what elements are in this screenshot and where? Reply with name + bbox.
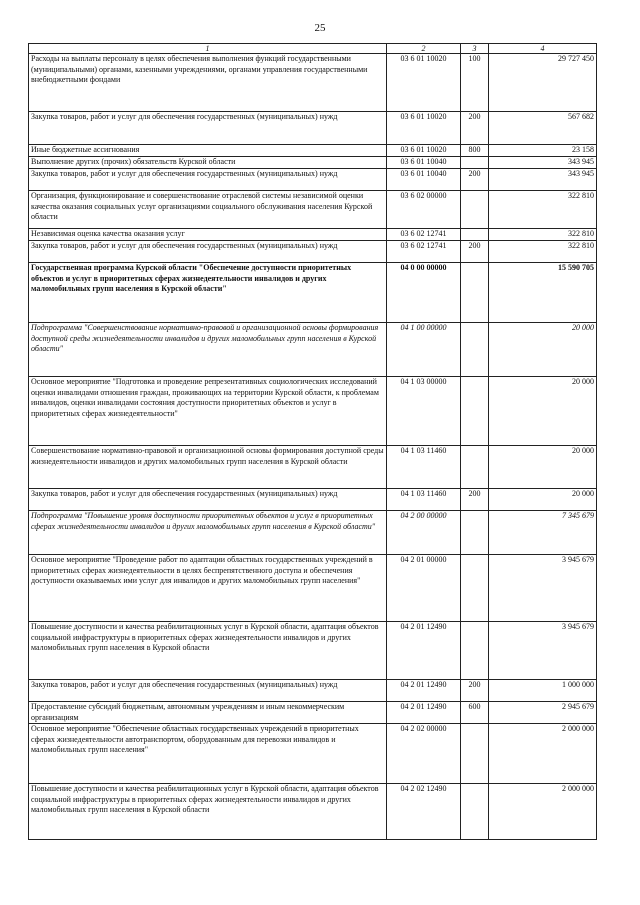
row-vr <box>461 511 489 555</box>
table-row <box>29 229 597 241</box>
table-row <box>29 157 597 169</box>
row-name: Расходы на выплаты персоналу в целях обеспечения выполнения функций государственными (муниципальными) органами, казенными учреждениями, органами управления государственными внебюджетными фондами <box>29 54 387 112</box>
row-amount: 29 727 450 <box>489 54 597 112</box>
row-amount: 15 590 705 <box>489 263 597 323</box>
row-vr: 200 <box>461 489 489 511</box>
row-name: Закупка товаров, работ и услуг для обеспечения государственных (муниципальных) нужд <box>29 241 387 263</box>
row-amount: 3 945 679 <box>489 555 597 622</box>
row-name: Выполнение других (прочих) обязательств Курской области <box>29 157 387 169</box>
row-name: Закупка товаров, работ и услуг для обеспечения государственных (муниципальных) нужд <box>29 680 387 702</box>
table-row <box>29 446 597 489</box>
row-vr: 600 <box>461 702 489 724</box>
row-amount: 322 810 <box>489 229 597 241</box>
row-vr <box>461 229 489 241</box>
header-col-3: 3 <box>461 44 489 54</box>
row-code: 04 2 01 12490 <box>387 680 461 702</box>
row-amount: 20 000 <box>489 323 597 377</box>
row-vr <box>461 323 489 377</box>
budget-table <box>28 43 597 840</box>
row-amount: 23 158 <box>489 145 597 157</box>
table-row <box>29 680 597 702</box>
row-name: Основное мероприятие "Проведение работ по адаптации областных государственных учреждений в приоритетных сферах жизнедеятельности в целях беспрепятственного доступа и обеспечения доступности оказываемых ими услуг для инвалидов и других маломобильных групп населения" <box>29 555 387 622</box>
row-code: 04 1 03 11460 <box>387 446 461 489</box>
table-row <box>29 169 597 191</box>
table-row <box>29 377 597 446</box>
row-code: 03 6 02 12741 <box>387 241 461 263</box>
row-amount: 1 000 000 <box>489 680 597 702</box>
row-code: 03 6 02 00000 <box>387 191 461 229</box>
table-row <box>29 323 597 377</box>
table-row <box>29 145 597 157</box>
row-vr <box>461 263 489 323</box>
header-col-2: 2 <box>387 44 461 54</box>
header-col-1: 1 <box>29 44 387 54</box>
row-vr <box>461 377 489 446</box>
table-row <box>29 702 597 724</box>
row-code: 04 2 01 12490 <box>387 622 461 680</box>
row-vr <box>461 555 489 622</box>
table-row <box>29 191 597 229</box>
table-row <box>29 489 597 511</box>
row-code: 04 2 00 00000 <box>387 511 461 555</box>
table-row <box>29 724 597 784</box>
table-header-row <box>29 44 597 54</box>
row-code: 03 6 02 12741 <box>387 229 461 241</box>
row-vr <box>461 191 489 229</box>
row-name: Организация, функционирование и совершенствование отраслевой системы независимой оценки качества оказания социальных услуг организациями социального обслуживания населения Курской области <box>29 191 387 229</box>
table-row <box>29 241 597 263</box>
row-amount: 2 000 000 <box>489 784 597 840</box>
row-name: Предоставление субсидий бюджетным, автономным учреждениям и иным некоммерческим организациям <box>29 702 387 724</box>
row-amount: 20 000 <box>489 489 597 511</box>
row-amount: 7 345 679 <box>489 511 597 555</box>
row-code: 04 1 03 00000 <box>387 377 461 446</box>
row-name: Подпрограмма "Совершенствование нормативно-правовой и организационной основы формирования доступной среды жизнедеятельности инвалидов и других маломобильных групп населения в Курской области" <box>29 323 387 377</box>
row-amount: 343 945 <box>489 157 597 169</box>
table-row <box>29 263 597 323</box>
table-row <box>29 784 597 840</box>
row-amount: 322 810 <box>489 191 597 229</box>
row-vr: 800 <box>461 145 489 157</box>
table-row <box>29 54 597 112</box>
page-number: 25 <box>314 22 326 34</box>
row-name: Повышение доступности и качества реабилитационных услуг в Курской области, адаптация объектов социальной инфраструктуры в приоритетных сферах жизнедеятельности инвалидов и других маломобильных групп населения в Курской области <box>29 784 387 840</box>
row-name: Закупка товаров, работ и услуг для обеспечения государственных (муниципальных) нужд <box>29 112 387 145</box>
row-vr: 200 <box>461 680 489 702</box>
row-code: 04 0 00 00000 <box>387 263 461 323</box>
row-name: Независимая оценка качества оказания услуг <box>29 229 387 241</box>
row-amount: 343 945 <box>489 169 597 191</box>
row-vr: 200 <box>461 112 489 145</box>
row-code: 03 6 01 10020 <box>387 112 461 145</box>
row-vr <box>461 724 489 784</box>
row-code: 03 6 01 10020 <box>387 145 461 157</box>
row-code: 03 6 01 10040 <box>387 169 461 191</box>
row-name: Закупка товаров, работ и услуг для обеспечения государственных (муниципальных) нужд <box>29 489 387 511</box>
row-code: 03 6 01 10020 <box>387 54 461 112</box>
row-amount: 20 000 <box>489 446 597 489</box>
row-vr <box>461 157 489 169</box>
row-code: 04 1 00 00000 <box>387 323 461 377</box>
row-name: Совершенствование нормативно-правовой и организационной основы формирования доступной среды жизнедеятельности инвалидов и других маломобильных групп населения в Курской области <box>29 446 387 489</box>
row-vr: 200 <box>461 169 489 191</box>
header-col-4: 4 <box>489 44 597 54</box>
row-name: Иные бюджетные ассигнования <box>29 145 387 157</box>
row-amount: 3 945 679 <box>489 622 597 680</box>
row-name: Повышение доступности и качества реабилитационных услуг в Курской области, адаптация объектов социальной инфраструктуры в приоритетных сферах жизнедеятельности инвалидов и других маломобильных групп населения в Курской области <box>29 622 387 680</box>
row-code: 03 6 01 10040 <box>387 157 461 169</box>
row-amount: 567 682 <box>489 112 597 145</box>
row-code: 04 2 02 00000 <box>387 724 461 784</box>
row-vr: 100 <box>461 54 489 112</box>
row-vr <box>461 622 489 680</box>
row-name: Закупка товаров, работ и услуг для обеспечения государственных (муниципальных) нужд <box>29 169 387 191</box>
row-name: Подпрограмма "Повышение уровня доступности приоритетных объектов и услуг в приоритетных сферах жизнедеятельности инвалидов и других маломобильных групп населения в Курской области" <box>29 511 387 555</box>
row-code: 04 2 02 12490 <box>387 784 461 840</box>
row-amount: 2 000 000 <box>489 724 597 784</box>
table-row <box>29 112 597 145</box>
table-row <box>29 622 597 680</box>
row-vr: 200 <box>461 241 489 263</box>
row-vr <box>461 784 489 840</box>
row-code: 04 1 03 11460 <box>387 489 461 511</box>
row-amount: 20 000 <box>489 377 597 446</box>
table-row <box>29 511 597 555</box>
row-name: Государственная программа Курской области "Обеспечение доступности приоритетных объектов и услуг в приоритетных сферах жизнедеятельности инвалидов и других маломобильных групп населения в Курской области" <box>29 263 387 323</box>
row-amount: 322 810 <box>489 241 597 263</box>
row-name: Основное мероприятие "Подготовка и проведение репрезентативных социологических исследований оценки инвалидами отношения граждан, проживающих на территории Курской области, к проблемам инвалидов, оценки инвалидами состояния доступности приоритетных объектов и услуг в приоритетных сферах жизнедеятельности" <box>29 377 387 446</box>
row-amount: 2 945 679 <box>489 702 597 724</box>
table-row <box>29 555 597 622</box>
row-code: 04 2 01 00000 <box>387 555 461 622</box>
row-vr <box>461 446 489 489</box>
row-name: Основное мероприятие "Обеспечение областных государственных учреждений в приоритетных сферах жизнедеятельности автотранспортом, оборудованным для перевозки инвалидов и маломобильных групп населения" <box>29 724 387 784</box>
row-code: 04 2 01 12490 <box>387 702 461 724</box>
